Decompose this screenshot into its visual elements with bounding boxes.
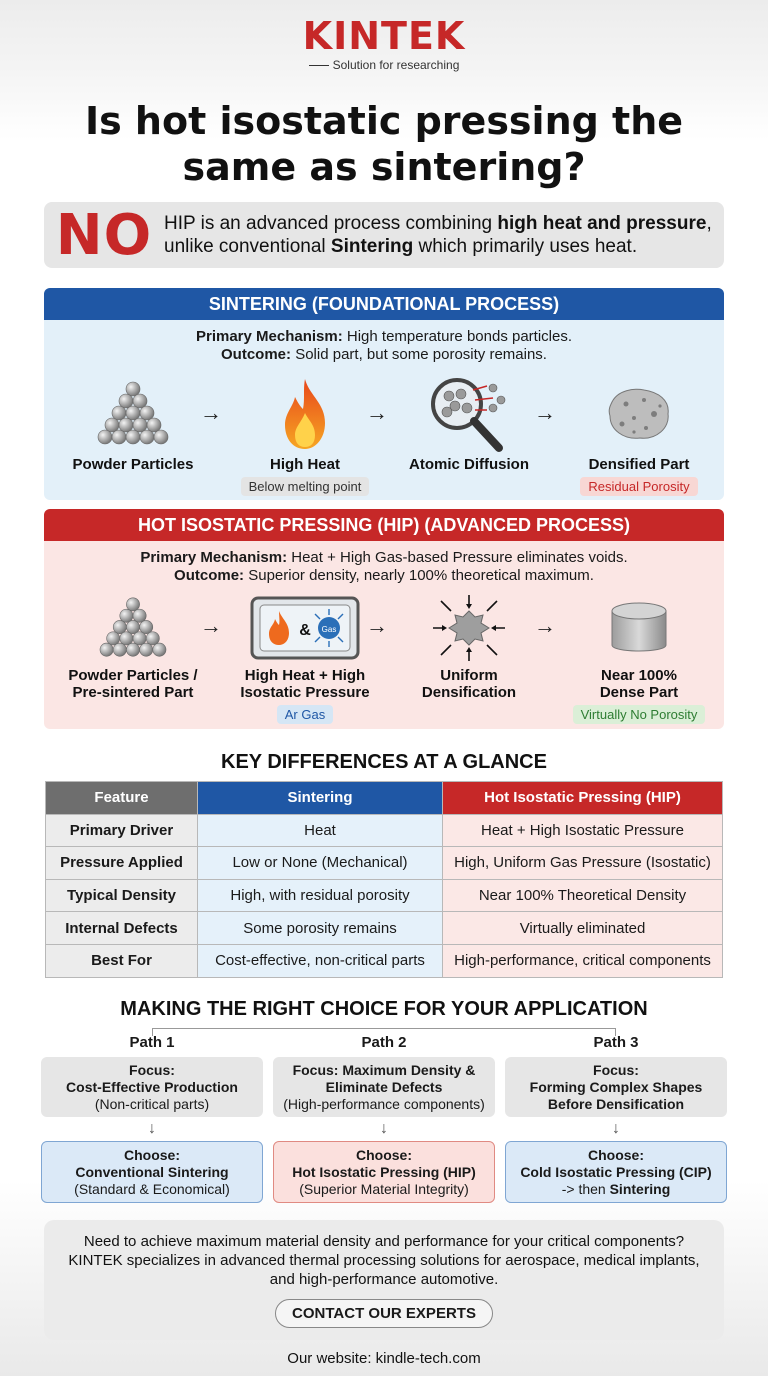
choose-cip-box: Choose: Cold Isostatic Pressing (CIP) -> then Sintering <box>505 1141 727 1203</box>
table-row: Best For Cost-effective, non-critical parts High-performance, critical components <box>46 944 723 977</box>
brand-logo <box>0 16 768 72</box>
step-atomic-diffusion: Atomic Diffusion <box>394 374 544 473</box>
comparison-table <box>45 781 723 978</box>
choice-title: MAKING THE RIGHT CHOICE FOR YOUR APPLICATION <box>120 998 648 1020</box>
answer-text: HIP is an advanced process combining high heat and pressure, unlike conventional Sintering which primarily uses heat. <box>164 213 712 257</box>
no-porosity-tag: Virtually No Porosity <box>573 705 706 724</box>
dense-part-icon <box>606 597 672 659</box>
answer-no: NO <box>55 202 153 268</box>
step-high-heat: High Heat Below melting point <box>230 374 380 496</box>
table-row: Pressure Applied Low or None (Mechanical) High, Uniform Gas Pressure (Isostatic) <box>46 847 723 880</box>
table-row: Internal Defects Some porosity remains Virtually eliminated <box>46 912 723 945</box>
sintering-mechanism: Primary Mechanism: High temperature bonds particles. Outcome: Solid part, but some porosity remains. <box>195 328 573 363</box>
path-1: Path 1 Focus: Cost-Effective Production (Non-critical parts) ↓ Choose: Conventional Sintering (Standard & Economical) <box>41 1033 263 1203</box>
hip-panel <box>44 509 724 729</box>
cta-box <box>44 1220 724 1340</box>
step-densified-part: Densified Part Residual Porosity <box>564 374 714 496</box>
col-feature: Feature <box>46 782 198 815</box>
step-uniform-densification: Uniform Densification <box>394 593 544 701</box>
focus-box: Focus: Forming Complex Shapes Before Densification <box>505 1057 727 1117</box>
powder-pile-icon <box>88 379 178 449</box>
choose-sintering-box: Choose: Conventional Sintering (Standard & Economical) <box>41 1141 263 1203</box>
arrow-icon: → <box>534 400 556 425</box>
svg-text:&: & <box>299 622 311 639</box>
step-powder-particles: Powder Particles <box>58 374 208 473</box>
hip-header: HOT ISOSTATIC PRESSING (HIP) (ADVANCED PROCESS) <box>44 509 724 541</box>
step-heat-pressure: & Gas High Heat + High Isostatic Pressure Ar Gas <box>230 593 380 724</box>
svg-text:Gas: Gas <box>321 625 337 634</box>
arrow-icon: → <box>200 613 222 638</box>
focus-box: Focus: Cost-Effective Production (Non-critical parts) <box>41 1057 263 1117</box>
flame-icon <box>275 377 335 451</box>
col-hip: Hot Isostatic Pressing (HIP) <box>443 782 723 815</box>
brand-name: KINTEK <box>302 14 466 58</box>
below-melting-tag: Below melting point <box>241 477 370 496</box>
table-header-row <box>46 782 723 815</box>
arrow-down-icon: ↓ <box>148 1120 156 1137</box>
table-row: Typical Density High, with residual porosity Near 100% Theoretical Density <box>46 879 723 912</box>
sintering-header: SINTERING (FOUNDATIONAL PROCESS) <box>44 288 724 320</box>
hip-chamber-icon <box>249 595 361 661</box>
path-2: Path 2 Focus: Maximum Density & Eliminate Defects (High-performance components) ↓ Choose: Hot Isostatic Pressing (HIP) (Superior Material Integrity) <box>273 1033 495 1203</box>
arrow-icon: → <box>366 613 388 638</box>
col-sintering: Sintering <box>198 782 443 815</box>
powder-pile-icon <box>88 595 178 661</box>
arrow-icon: → <box>366 400 388 425</box>
brand-tagline: Solution for researching <box>0 58 768 72</box>
sintering-panel <box>44 288 724 500</box>
arrow-icon: → <box>534 613 556 638</box>
cta-text: Need to achieve maximum material density and performance for your critical components? KINTEK specializes in advanced thermal processing solutions for aerospace, medical implants, and high-performance automotive. <box>68 1233 700 1288</box>
porous-part-icon <box>604 384 674 444</box>
path-3: Path 3 Focus: Forming Complex Shapes Before Densification ↓ Choose: Cold Isostatic Pressing (CIP) -> then Sintering <box>505 1033 727 1203</box>
answer-box <box>44 202 724 268</box>
ar-gas-tag: Ar Gas <box>277 705 333 724</box>
contact-experts-button[interactable]: CONTACT OUR EXPERTS <box>275 1299 493 1328</box>
arrow-down-icon: ↓ <box>380 1120 388 1137</box>
page-title: Is hot isostatic pressing the same as sintering? <box>84 99 684 189</box>
magnifier-icon <box>427 374 511 454</box>
table-title: KEY DIFFERENCES AT A GLANCE <box>221 751 547 773</box>
step-dense-part: Near 100% Dense Part Virtually No Porosity <box>564 593 714 724</box>
step-powder-presintered: Powder Particles / Pre-sintered Part <box>58 593 208 701</box>
arrow-down-icon: ↓ <box>612 1120 620 1137</box>
compression-icon <box>429 593 509 663</box>
residual-porosity-tag: Residual Porosity <box>580 477 697 496</box>
table-row: Primary Driver Heat Heat + High Isostatic Pressure <box>46 814 723 847</box>
choose-hip-box: Choose: Hot Isostatic Pressing (HIP) (Superior Material Integrity) <box>273 1141 495 1203</box>
arrow-icon: → <box>200 400 222 425</box>
website-link[interactable]: Our website: kindle-tech.com <box>287 1350 481 1367</box>
hip-mechanism: Primary Mechanism: Heat + High Gas-based Pressure eliminates voids. Outcome: Superior density, nearly 100% theoretical maximum. <box>140 549 628 584</box>
focus-box: Focus: Maximum Density & Eliminate Defects (High-performance components) <box>273 1057 495 1117</box>
